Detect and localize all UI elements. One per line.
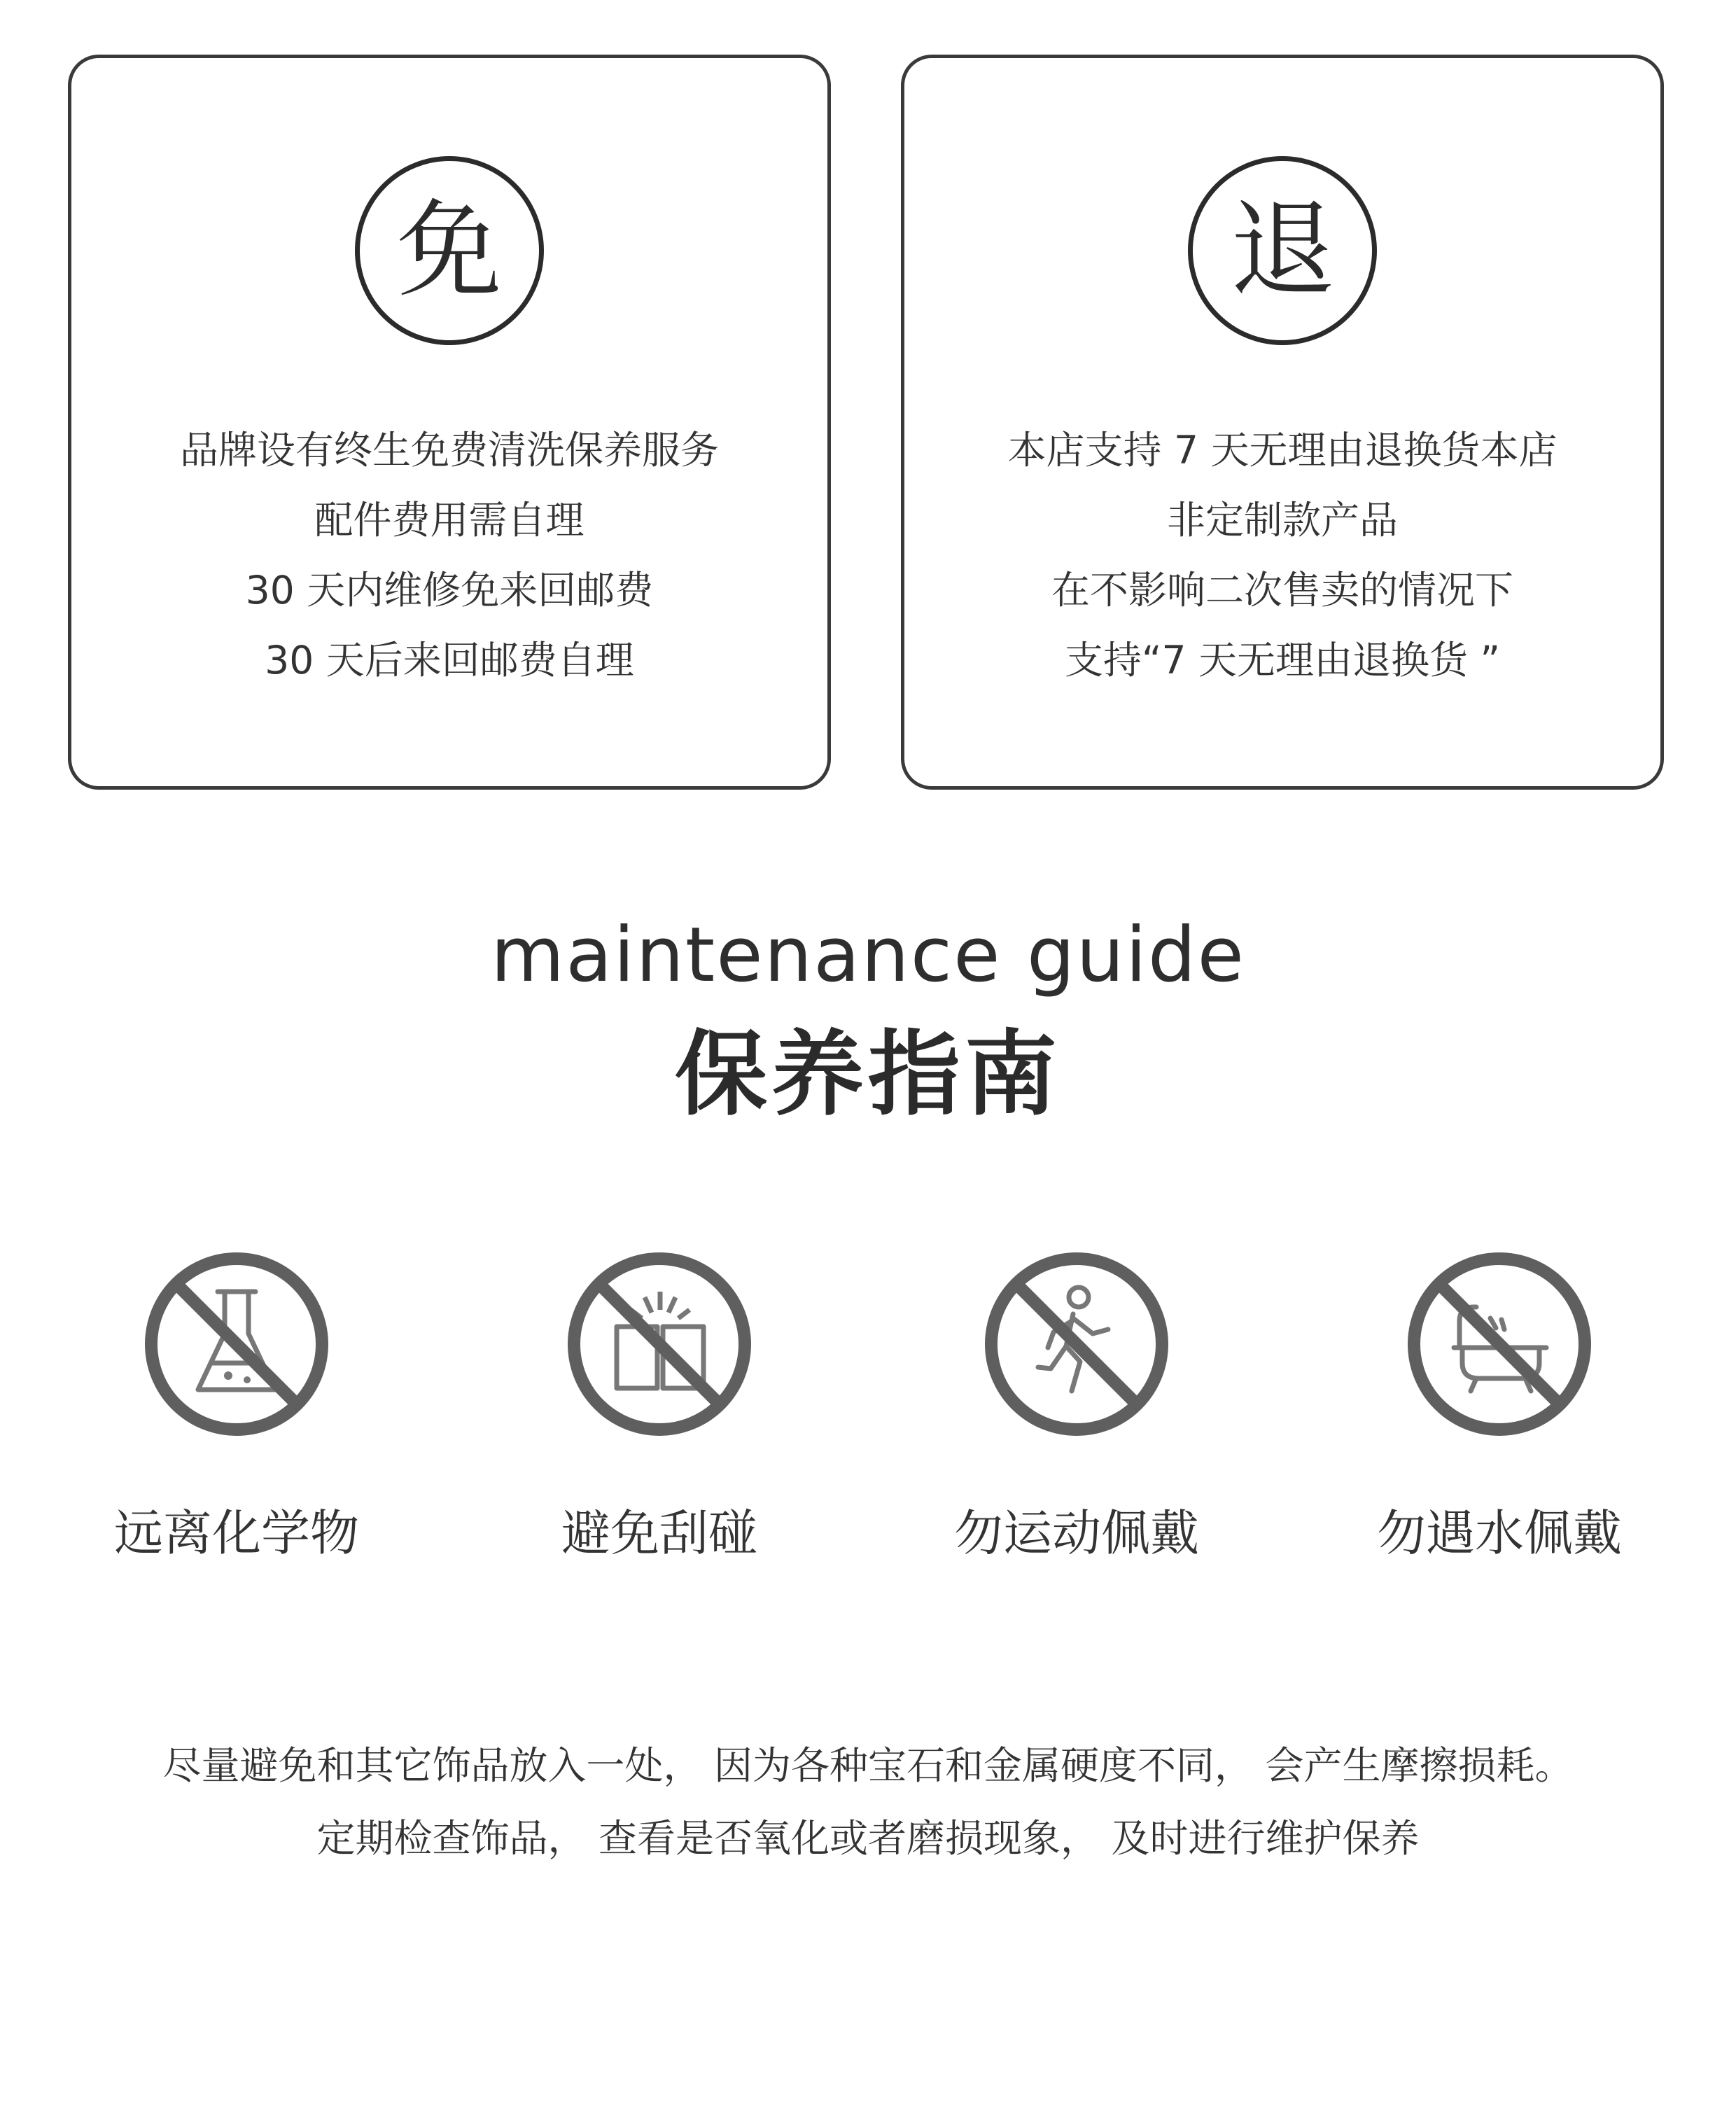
return-policy-line: 在不影响二次售卖的情况下 (1051, 568, 1513, 613)
guide-title-english: maintenance guide (491, 911, 1245, 999)
guide-item-label: 避免刮碰 (561, 1504, 757, 1562)
no-water-icon (1398, 1243, 1601, 1446)
guide-item-label: 勿遇水佩戴 (1377, 1504, 1622, 1562)
return-policy-text (904, 415, 1660, 695)
return-policy-line: 支持“7 天无理由退换货 ” (1065, 638, 1500, 683)
no-exercise-icon (975, 1243, 1178, 1446)
return-badge-icon: 退 (1188, 156, 1377, 345)
maintenance-note-line: 尽量避免和其它饰品放入一处， 因为各种宝石和金属硬度不同， 会产生摩擦损耗。 (162, 1743, 1574, 1788)
maintenance-note-line: 定期检查饰品， 查看是否氧化或者磨损现象， 及时进行维护保养 (316, 1816, 1420, 1861)
guide-item-label: 远离化学物 (114, 1504, 359, 1562)
guide-title-chinese: 保养指南 (675, 1021, 1061, 1129)
no-scratch-icon (558, 1243, 761, 1446)
free-service-line: 配件费用需自理 (314, 498, 584, 543)
free-service-line: 30 天后来回邮费自理 (265, 638, 634, 683)
no-chemicals-icon (135, 1243, 338, 1446)
guide-item-chemicals (90, 1243, 384, 1565)
maintenance-note (0, 1729, 1736, 1875)
free-service-text (71, 415, 827, 695)
return-policy-card (901, 55, 1664, 790)
free-badge-icon: 免 (355, 156, 544, 345)
guide-item-label: 勿运动佩戴 (954, 1504, 1199, 1562)
free-service-line: 品牌设有终生免费清洗保养服务 (179, 428, 719, 473)
free-service-card (68, 55, 831, 790)
guide-item-water (1352, 1243, 1646, 1565)
guide-item-scratch (512, 1243, 806, 1565)
guide-item-exercise (930, 1243, 1224, 1565)
free-service-line: 30 天内维修免来回邮费 (245, 568, 654, 613)
return-policy-line: 非定制款产品 (1166, 498, 1398, 543)
return-policy-line: 本店支持 7 天无理由退换货本店 (1007, 428, 1558, 473)
